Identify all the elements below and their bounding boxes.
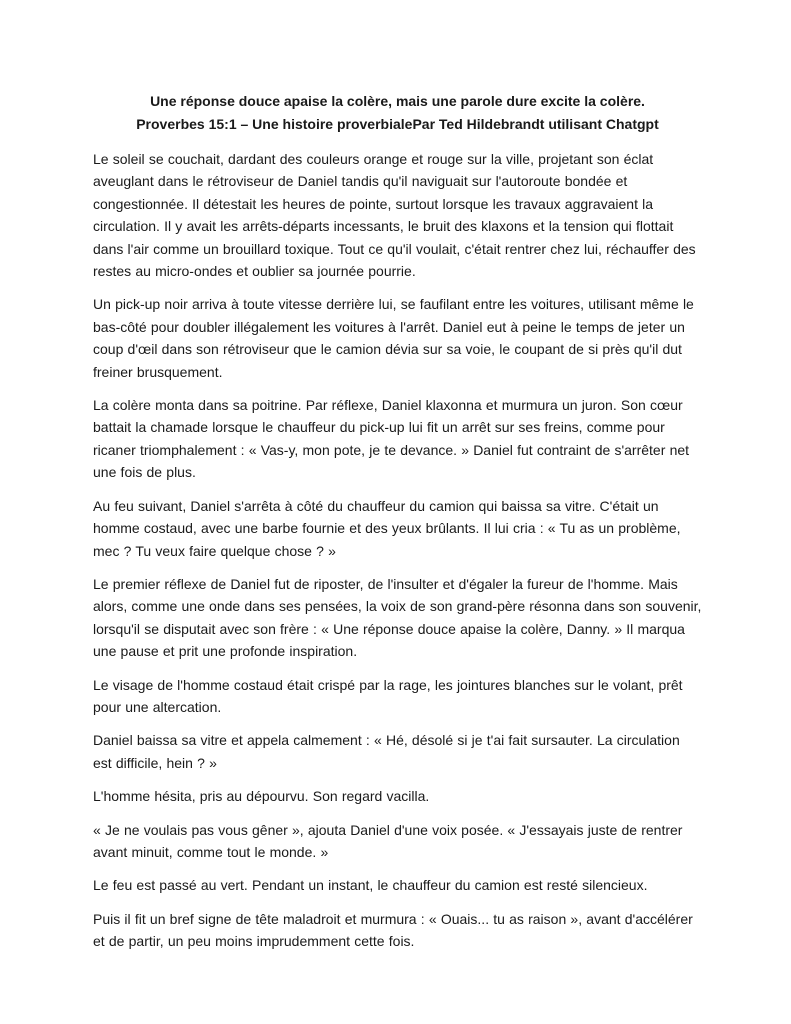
paragraph: Le visage de l'homme costaud était crispé par la rage, les jointures blanches sur le volant, prêt pour une altercation. xyxy=(93,676,683,715)
paragraph: Le premier réflexe de Daniel fut de riposter, de l'insulter et d'égaler la fureur de l'homme. Mais alors, comme une onde dans ses pensées, la voix de son grand-père résonna dans son souvenir, lorsqu'il se disputait avec son frère : « Une réponse douce apaise la colère, Danny. » Il marqua une pause et prit une profonde inspiration. xyxy=(93,575,702,660)
paragraph: Le soleil se couchait, dardant des couleurs orange et rouge sur la ville, projetant son éclat aveuglant dans le rétroviseur de Daniel tandis qu'il naviguait sur l'autoroute bondée et congestionnée. Il détestait les heures de pointe, surtout lorsque les travaux aggravaient la circulation. Il y avait les arrêts-départs incessants, le bruit des klaxons et la tension qui flottait dans l'air comme un brouillard toxique. Tout ce qu'il voulait, c'était rentrer chez lui, réchauffer des restes au micro-ondes et oublier sa journée pourrie. xyxy=(93,151,696,280)
paragraph: Daniel baissa sa vitre et appela calmement : « Hé, désolé si je t'ai fait sursauter. La circulation est difficile, hein ? » xyxy=(93,732,680,771)
document-title-line-2: Proverbes 15:1 – Une histoire proverbialePar Ted Hildebrandt utilisant Chatgpt xyxy=(136,116,659,132)
paragraph: La colère monta dans sa poitrine. Par réflexe, Daniel klaxonna et murmura un juron. Son cœur battait la chamade lorsque le chauffeur du pick-up lui fit un arrêt sur ses freins, comme pour ricaner triomphalement : « Vas-y, mon pote, je te devance. » Daniel fut contraint de s'arrêter net une fois de plus. xyxy=(93,397,690,481)
document-title xyxy=(93,90,702,136)
paragraph: Au feu suivant, Daniel s'arrêta à côté du chauffeur du camion qui baissa sa vitre. C'était un homme costaud, avec une barbe fournie et des yeux brûlants. Il lui cria : « Tu as un problème, mec ? Tu veux faire quelque chose ? » xyxy=(93,497,681,559)
paragraph: Le feu est passé au vert. Pendant un instant, le chauffeur du camion est resté silencieux. xyxy=(93,877,648,894)
document-body xyxy=(93,148,702,953)
paragraph: « Je ne voulais pas vous gêner », ajouta Daniel d'une voix posée. « J'essayais juste de rentrer avant minuit, comme tout le monde. » xyxy=(93,821,683,860)
paragraph: L'homme hésita, pris au dépourvu. Son regard vacilla. xyxy=(93,788,430,805)
paragraph: Un pick-up noir arriva à toute vitesse derrière lui, se faufilant entre les voitures, utilisant même le bas-côté pour doubler illégalement les voitures à l'arrêt. Daniel eut à peine le temps de jeter un coup d'œil dans son rétroviseur que le camion dévia sur sa voie, le coupant de si près qu'il dut freiner brusquement. xyxy=(93,296,694,380)
paragraph: Puis il fit un bref signe de tête maladroit et murmura : « Ouais... tu as raison », avant d'accélérer et de partir, un peu moins imprudemment cette fois. xyxy=(93,910,693,950)
document-title-line-1: Une réponse douce apaise la colère, mais une parole dure excite la colère. xyxy=(150,93,645,109)
